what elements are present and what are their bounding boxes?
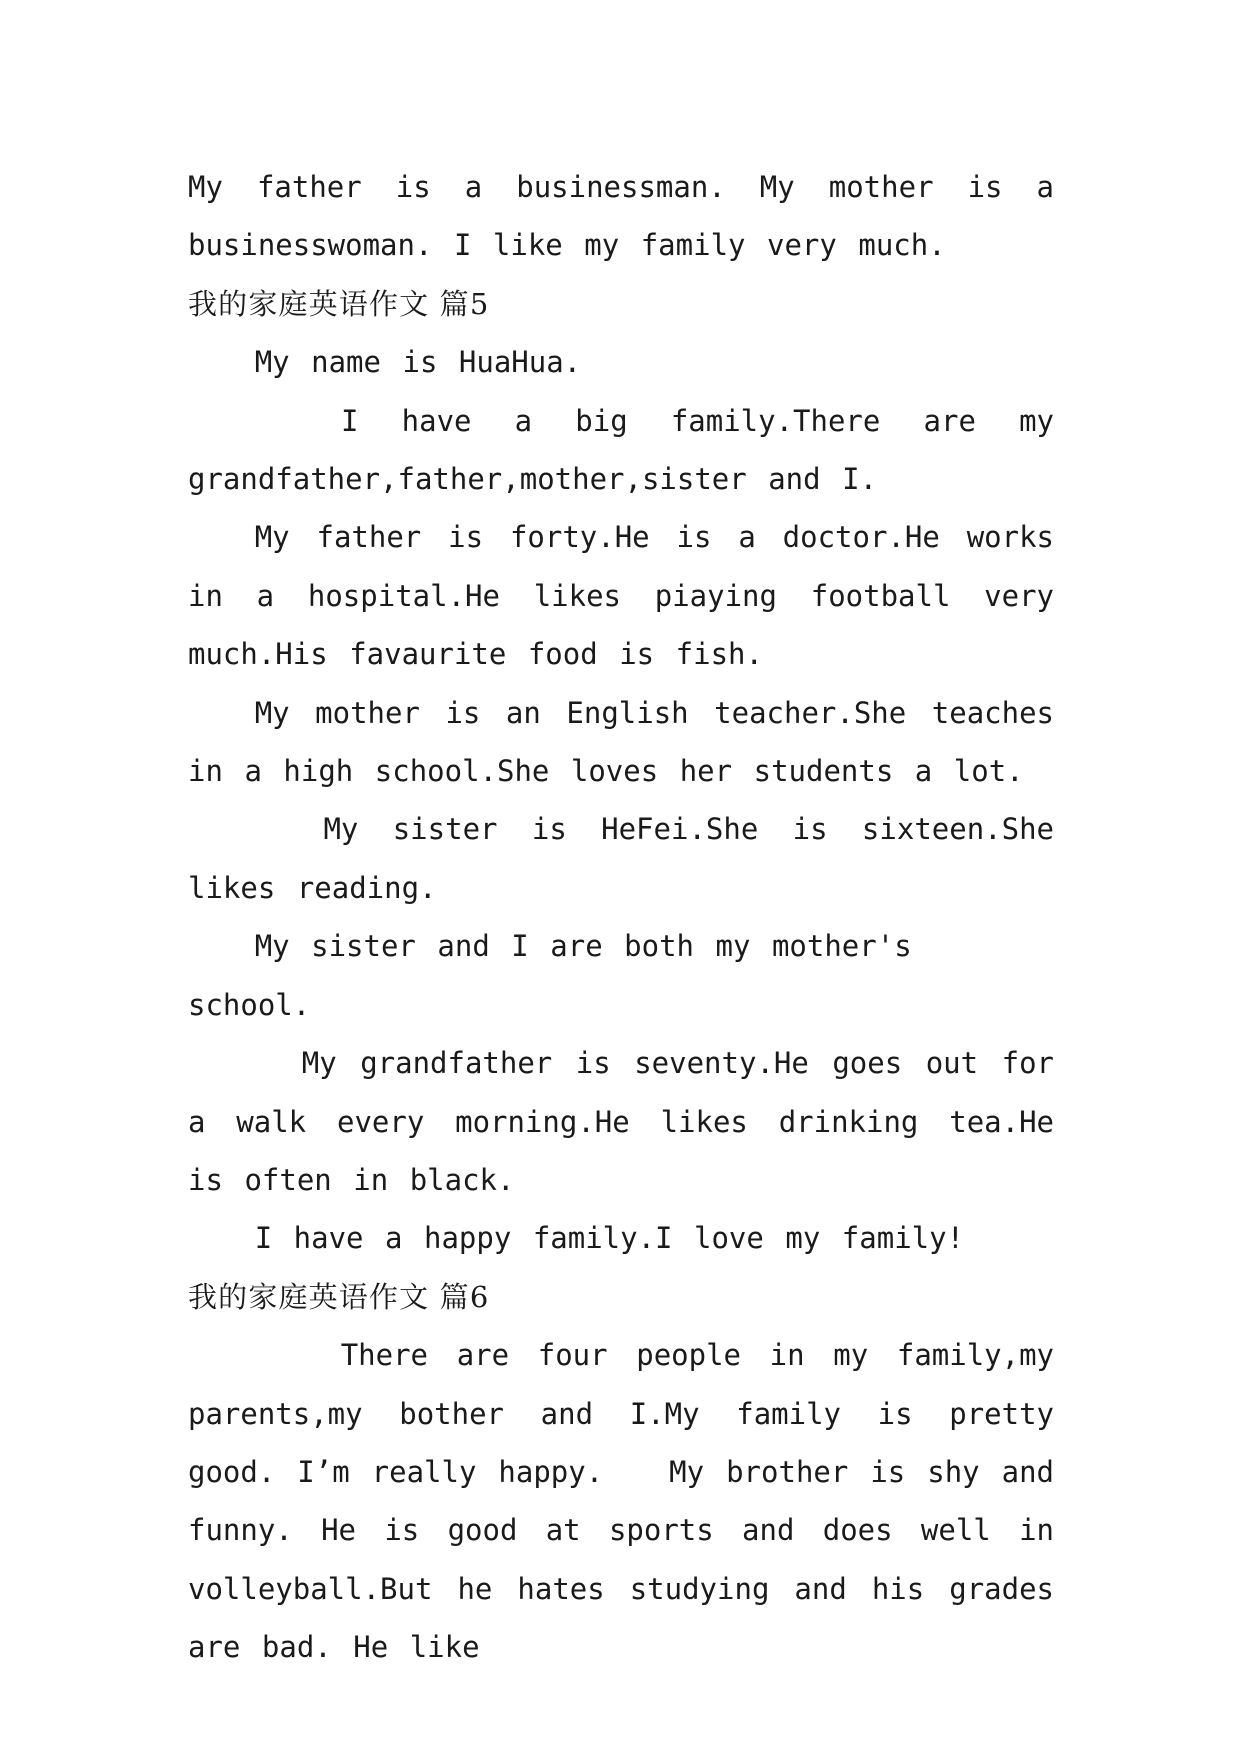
section-heading-5: 我的家庭英语作文 篇5	[188, 286, 490, 321]
paragraph-intro: My father is a businessman. My mother is a businesswoman. I like my family very much.	[188, 170, 1076, 263]
paragraph-big-family: I have a big family.There are my grandfather,father,mother,sister and I.	[188, 403, 1076, 497]
paragraph-happy-family: I have a happy family.I love my family!	[254, 1221, 965, 1256]
document-body	[188, 158, 1076, 1677]
paragraph-four-people: There are four people in my family,my parents,my bother and I.My family is pretty good. I’m really happy. My brother is shy and funny. He is good at sports and does well in volleyball.But he hates studying and his grades are bad. He like	[188, 1338, 1076, 1665]
paragraph-school: My sister and I are both my mother's school.	[188, 929, 934, 1022]
paragraph-name: My name is HuaHua.	[254, 345, 582, 380]
section-heading-6: 我的家庭英语作文 篇6	[188, 1279, 490, 1314]
paragraph-sister: My sister is HeFei.She is sixteen.She likes reading.	[188, 812, 1076, 905]
paragraph-grandfather: My grandfather is seventy.He goes out for a walk every morning.He likes drinking tea.He is often in black.	[188, 1046, 1076, 1197]
paragraph-father: My father is forty.He is a doctor.He works in a hospital.He likes piaying football very much.His favaurite food is fish.	[188, 520, 1076, 672]
paragraph-mother: My mother is an English teacher.She teaches in a high school.She loves her students a lot.	[188, 695, 1076, 789]
